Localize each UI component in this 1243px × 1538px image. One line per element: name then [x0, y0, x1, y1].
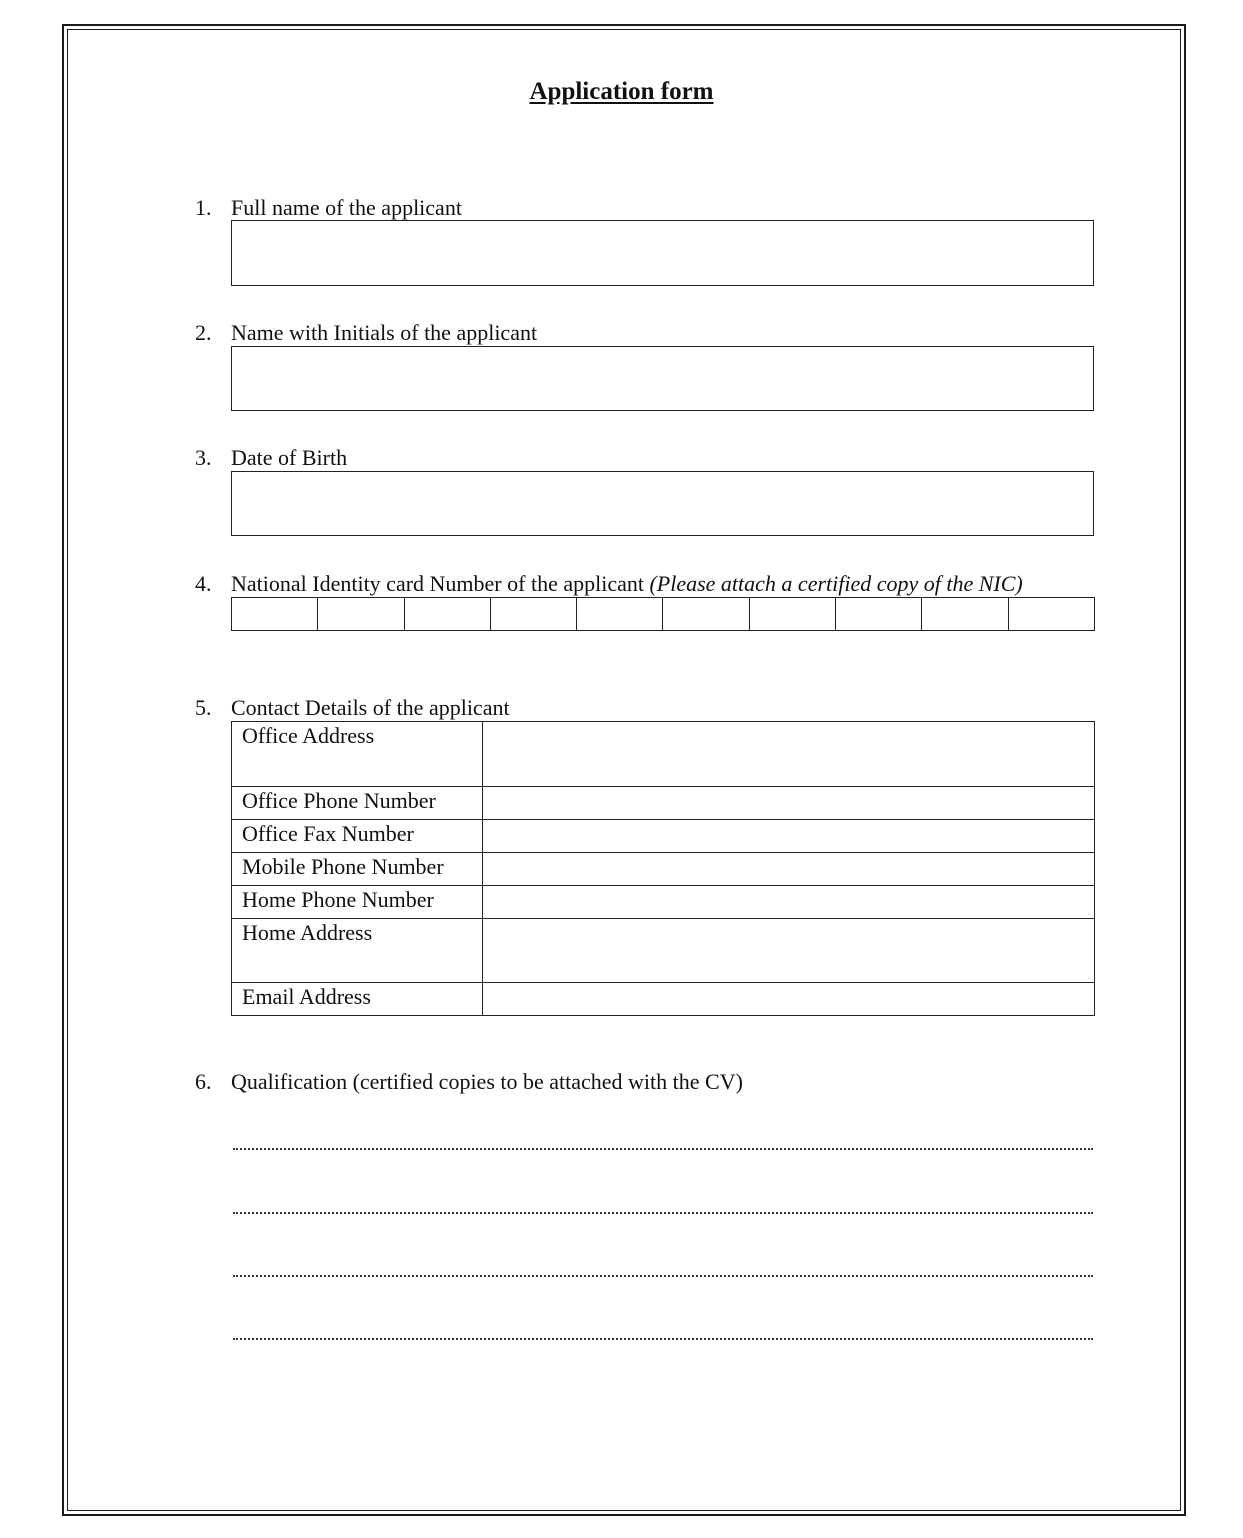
question-4-number: 4.	[195, 571, 212, 596]
office-address-label: Office Address	[232, 722, 483, 787]
question-2-number: 2.	[195, 320, 212, 345]
nic-digit-cell[interactable]	[922, 598, 1008, 630]
qualification-line[interactable]	[233, 1148, 1093, 1150]
table-row	[232, 787, 1095, 820]
table-row	[232, 983, 1095, 1016]
table-row	[232, 820, 1095, 853]
table-row	[232, 919, 1095, 983]
date-of-birth-field[interactable]	[231, 471, 1094, 536]
home-address-field[interactable]	[483, 919, 1095, 983]
question-5-number: 5.	[195, 695, 212, 720]
qualification-line[interactable]	[233, 1338, 1093, 1340]
question-4-note: (Please attach a certified copy of the NIC)	[649, 571, 1023, 596]
table-row	[232, 886, 1095, 919]
question-5-label: Contact Details of the applicant	[231, 695, 510, 720]
contact-details-table	[231, 721, 1095, 1016]
qualification-line[interactable]	[233, 1212, 1093, 1214]
office-fax-field[interactable]	[483, 820, 1095, 853]
office-address-field[interactable]	[483, 722, 1095, 787]
nic-digit-cell[interactable]	[318, 598, 404, 630]
home-phone-field[interactable]	[483, 886, 1095, 919]
full-name-field[interactable]	[231, 220, 1094, 286]
nic-digit-cell[interactable]	[405, 598, 491, 630]
office-phone-label: Office Phone Number	[232, 787, 483, 820]
office-fax-label: Office Fax Number	[232, 820, 483, 853]
name-with-initials-field[interactable]	[231, 346, 1094, 411]
qualification-line[interactable]	[233, 1275, 1093, 1277]
nic-digit-cell[interactable]	[663, 598, 749, 630]
mobile-phone-label: Mobile Phone Number	[232, 853, 483, 886]
question-1-number: 1.	[195, 195, 212, 220]
question-6-label: Qualification (certified copies to be attached with the CV)	[231, 1069, 743, 1094]
nic-number-grid	[231, 597, 1095, 631]
question-2-label: Name with Initials of the applicant	[231, 320, 538, 345]
question-1-label: Full name of the applicant	[231, 195, 462, 220]
question-4-label	[231, 571, 1023, 597]
nic-digit-cell[interactable]	[836, 598, 922, 630]
form-title: Application form	[529, 78, 714, 105]
nic-digit-cell[interactable]	[232, 598, 318, 630]
question-3-number: 3.	[195, 445, 212, 470]
nic-digit-cell[interactable]	[491, 598, 577, 630]
home-phone-label: Home Phone Number	[232, 886, 483, 919]
mobile-phone-field[interactable]	[483, 853, 1095, 886]
nic-digit-cell[interactable]	[750, 598, 836, 630]
email-address-label: Email Address	[232, 983, 483, 1016]
nic-digit-cell[interactable]	[1009, 598, 1094, 630]
nic-digit-cell[interactable]	[577, 598, 663, 630]
table-row	[232, 722, 1095, 787]
email-address-field[interactable]	[483, 983, 1095, 1016]
question-6-number: 6.	[195, 1069, 212, 1094]
question-4-label-text: National Identity card Number of the applicant	[231, 571, 644, 596]
home-address-label: Home Address	[232, 919, 483, 983]
table-row	[232, 853, 1095, 886]
office-phone-field[interactable]	[483, 787, 1095, 820]
question-3-label: Date of Birth	[231, 445, 348, 470]
